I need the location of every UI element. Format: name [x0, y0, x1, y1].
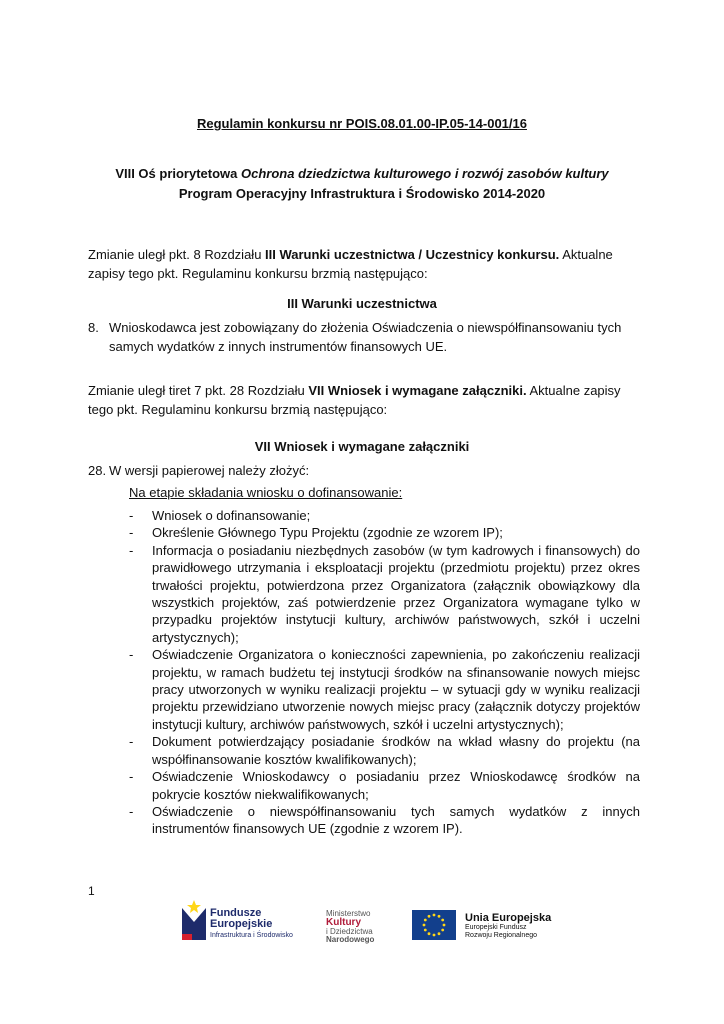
axis-name: Ochrona dziedzictwa kulturowego i rozwój zasobów kultury: [241, 166, 609, 181]
list-item: - Oświadczenie Organizatora o konieczności zapewnienia, po zakończeniu realizacji projektu, w ramach budżetu tej instytucji środków na sfinansowanie nowych miejsc pracy utworzonych w wyniku realizacji projektu – w sytuacji gdy w wyniku realizacji projektu przewidziano utworzenie nowych miejsc pracy (załącznik dotyczy projektów instytucji kultury, archiwów państwowych, szkół i uczelni artystycznych);: [129, 647, 640, 732]
ministerstwo-kultury-logo: Ministerstwo Kultury i Dziedzictwa Narodowego: [326, 909, 375, 944]
change2-intro: Zmianie uległ tiret 7 pkt. 28 Rozdziału VII Wniosek i wymagane załączniki. Aktualne zapisy tego pkt. Regulaminu konkursu brzmią następująco:: [88, 383, 621, 417]
list-item: - Informacja o posiadaniu niezbędnych zasobów (w tym kadrowych i finansowych) do prawidłowego utrzymania i eksploatacji projektu (przedmiotu projektu) przez okres trwałości projektu, potwierdzona przez Organizatora (załącznik obowiązkowy dla wszystkich projektów, zaś potwierdzenie przez Organizatora wymagane tylko w przypadku projektów instytucji kultury, archiwów państwowych, szkół i uczelni artystycznych);: [129, 542, 640, 645]
fundusze-europejskie-icon: [180, 900, 208, 940]
priority-axis-header: [0, 164, 724, 204]
list-item: - Oświadczenie Wnioskodawcy o posiadaniu przez Wnioskodawcę środków na pokrycie kosztów niekwalifikowanych;: [129, 769, 640, 802]
change2-heading: VII Wniosek i wymagane załączniki: [254, 439, 470, 454]
list-item: - Dokument potwierdzający posiadanie środków na wkład własny do projektu (na współfinansowanie kosztów kwalifikowanych);: [129, 734, 640, 767]
eu-flag-icon: [412, 910, 456, 940]
fe-line1: Fundusze: [210, 907, 262, 919]
page-number: 1: [88, 884, 95, 898]
eu-line2: Europejski Fundusz: [465, 924, 527, 931]
change2-subheading: Na etapie składania wniosku o dofinansowanie:: [129, 485, 403, 500]
list-item: - Wniosek o dofinansowanie;: [129, 508, 311, 523]
regulation-title: Regulamin konkursu nr POIS.08.01.00-IP.05-14-001/16: [197, 116, 527, 131]
change2-item: [88, 461, 640, 480]
item-text: Wnioskodawca jest zobowiązany do złożenia Oświadczenia o niewspółfinansowaniu tych samych wydatków z innych instrumentów finansowych UE.: [109, 320, 622, 354]
fe-line3: Infrastruktura i Środowisko: [210, 932, 293, 939]
attachments-list: [129, 507, 640, 838]
eu-logo: [412, 900, 562, 950]
program-name: Program Operacyjny Infrastruktura i Środowisko 2014-2020: [178, 186, 546, 201]
fundusze-europejskie-logo: [180, 900, 310, 950]
eu-line1: Unia Europejska: [465, 912, 552, 924]
list-item: - Określenie Głównego Typu Projektu (zgodnie ze wzorem IP);: [129, 525, 503, 541]
item-number: 28.: [88, 463, 107, 478]
fe-line2: Europejskie: [210, 918, 273, 930]
footer-logos: [0, 900, 724, 960]
change1-intro: Zmianie uległ pkt. 8 Rozdziału III Warunki uczestnictwa / Uczestnicy konkursu. Aktualne zapisy tego pkt. Regulaminu konkursu brzmią następująco:: [88, 247, 613, 281]
axis-prefix: VIII Oś priorytetowa: [115, 166, 242, 181]
list-item: - Oświadczenie o niewspółfinansowaniu tych samych wydatków z innych instrumentów finansowych UE (zgodnie z wzorem IP).: [129, 803, 640, 837]
change1-heading: III Warunki uczestnictwa: [287, 296, 437, 311]
eu-line3: Rozwoju Regionalnego: [465, 932, 537, 939]
change1-item: [88, 318, 640, 356]
item-number: 8.: [88, 320, 99, 335]
priority-axis-line: [0, 164, 724, 184]
item-text: W wersji papierowej należy złożyć:: [109, 463, 310, 478]
